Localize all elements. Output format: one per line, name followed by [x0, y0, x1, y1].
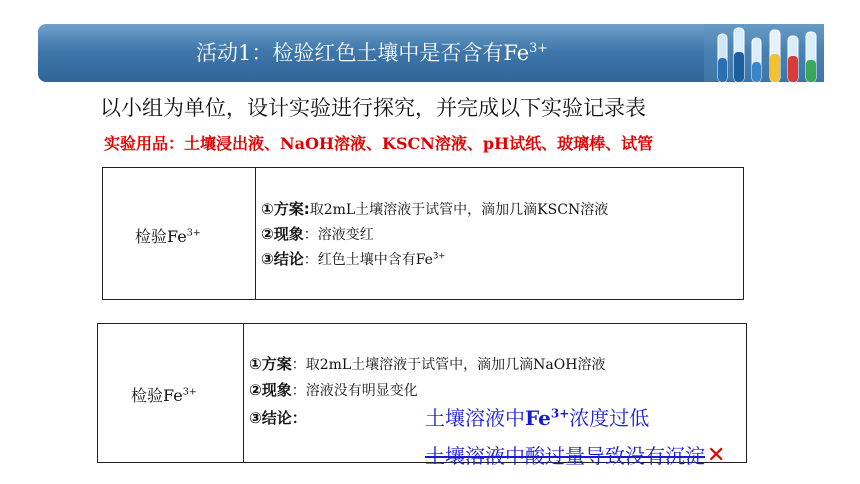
record-table-1: [102, 167, 744, 300]
test-tubes-icon: [704, 24, 824, 82]
activity-title: 活动1：检验红色土壤中是否含有$Fe^{3+}$: [196, 40, 548, 65]
table-divider: [255, 168, 256, 299]
plan-line: ①方案:取2mL土壤溶液于试管中，滴加几滴KSCN溶液: [261, 200, 609, 218]
wrong-mark-icon: ✕: [707, 443, 726, 468]
phenomenon-line: ②现象：溶液变红: [261, 225, 374, 243]
plan-line: ①方案：取2mL土壤溶液于试管中，滴加几滴NaOH溶液: [249, 355, 606, 373]
test-label: 检验$Fe^{3+}$: [135, 227, 201, 246]
conclusion-line: ③结论：: [249, 409, 307, 427]
answer-conclusion-2: 土壤溶液中酸过量导致没有沉淀: [425, 444, 705, 468]
table-divider: [243, 324, 244, 462]
phenomenon-line: ②现象：溶液没有明显变化: [249, 381, 418, 399]
answer-conclusion-1: 土壤溶液中$Fe^{3+}$浓度过低: [425, 406, 650, 430]
title-banner: [38, 24, 824, 82]
materials-list: 实验用品：土壤浸出液、NaOH溶液、KSCN溶液、pH试纸、玻璃棒、试管: [104, 134, 654, 153]
conclusion-line: ③结论：红色土壤中含有$Fe^{3+}$: [261, 250, 446, 268]
instruction-text: 以小组为单位，设计实验进行探究，并完成以下实验记录表: [100, 96, 646, 120]
test-label: 检验$Fe^{3+}$: [131, 386, 197, 405]
